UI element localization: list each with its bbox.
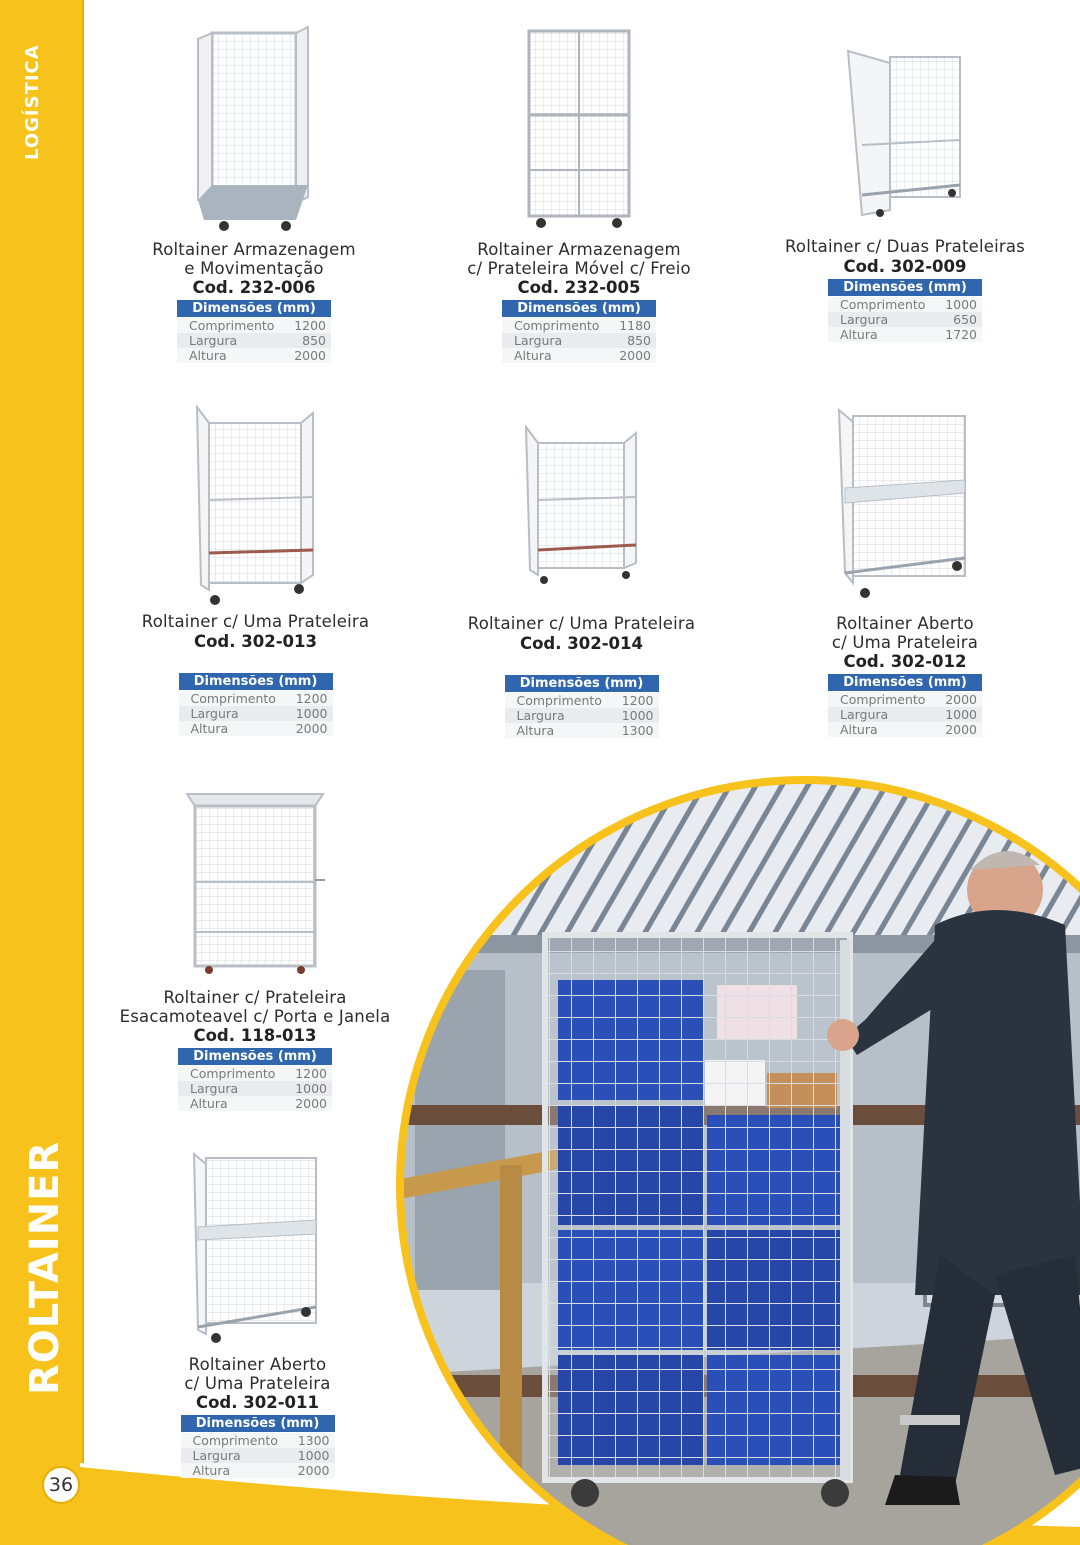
dimensions-table <box>181 1415 335 1478</box>
dim-row-width: Largura 850 <box>502 333 656 348</box>
product-code: Cod. 232-006 <box>192 278 316 297</box>
product-name-line: Esacamoteavel c/ Porta e Janela <box>119 1006 391 1026</box>
warehouse-photo <box>395 775 1080 1545</box>
product-code: Cod. 302-014 <box>519 633 643 653</box>
product-name-line: Roltainer c/ Uma Prateleira <box>141 612 370 631</box>
dimensions-header: Dimensões (mm) <box>828 279 982 297</box>
product-name-line: Roltainer c/ Prateleira <box>163 988 347 1007</box>
dim-row-width: Largura 1000 <box>179 706 333 721</box>
dimensions-table <box>502 300 656 363</box>
product-image <box>194 25 314 235</box>
product-card <box>775 45 1035 342</box>
product-code: Cod. 118-013 <box>193 1026 317 1045</box>
dimensions-table <box>179 673 333 736</box>
product-image <box>191 405 321 605</box>
product-name-line: Roltainer c/ Duas Prateleiras <box>785 237 1025 256</box>
dim-row-height: Altura 2000 <box>181 1463 335 1478</box>
dim-row-width: Largura 650 <box>828 312 982 327</box>
dim-row-width: Largura 1000 <box>178 1081 332 1096</box>
dimensions-header: Dimensões (mm) <box>178 1048 332 1066</box>
product-name-line: Roltainer Armazenagem <box>152 240 356 259</box>
product-code: Cod. 232-005 <box>517 278 641 297</box>
dim-row-height: Altura 2000 <box>179 721 333 736</box>
product-image <box>519 25 639 235</box>
dimensions-table <box>828 674 982 737</box>
dim-row-length: Comprimento 1180 <box>502 318 656 333</box>
dim-row-width: Largura 1000 <box>181 1448 335 1463</box>
dim-row-length: Comprimento 1200 <box>177 318 331 333</box>
dimensions-header: Dimensões (mm) <box>179 673 333 691</box>
dimensions-table <box>505 675 659 738</box>
product-code: Cod. 302-011 <box>195 1393 319 1412</box>
product-image <box>835 408 975 603</box>
dimensions-table <box>177 300 331 363</box>
product-name-line: c/ Uma Prateleira <box>184 1373 331 1393</box>
dim-row-length: Comprimento 1000 <box>828 297 982 312</box>
section-category <box>22 120 43 160</box>
dim-row-width: Largura 1000 <box>828 707 982 722</box>
dim-row-length: Comprimento 1200 <box>179 691 333 706</box>
product-name-line: c/ Uma Prateleira <box>831 632 979 652</box>
product-code: Cod. 302-013 <box>193 631 317 651</box>
product-card <box>108 792 402 1111</box>
product-code: Cod. 302-012 <box>843 652 967 671</box>
page-number: 36 <box>42 1466 80 1504</box>
product-image <box>188 1152 328 1344</box>
product-name-line: Roltainer Aberto <box>836 614 974 633</box>
section-title <box>22 1355 68 1395</box>
dim-row-height: Altura 2000 <box>177 348 331 363</box>
product-code: Cod. 302-009 <box>843 256 967 276</box>
product-image <box>840 45 970 220</box>
dimensions-header: Dimensões (mm) <box>828 674 982 692</box>
product-card <box>160 1152 355 1478</box>
dimensions-table <box>828 279 982 342</box>
product-name-line: e Movimentação <box>184 258 324 278</box>
dimensions-header: Dimensões (mm) <box>181 1415 335 1433</box>
dimensions-header: Dimensões (mm) <box>505 675 659 693</box>
product-card <box>800 408 1010 737</box>
product-name-line: Roltainer Armazenagem <box>477 240 681 259</box>
dim-row-length: Comprimento 2000 <box>828 692 982 707</box>
dimensions-table <box>178 1048 332 1111</box>
dim-row-length: Comprimento 1200 <box>178 1066 332 1081</box>
dim-row-height: Altura 2000 <box>828 722 982 737</box>
product-name-line: Roltainer c/ Uma Prateleira <box>467 614 696 633</box>
dim-row-length: Comprimento 1300 <box>181 1433 335 1448</box>
product-image <box>522 425 642 585</box>
dim-row-width: Largura 1000 <box>505 708 659 723</box>
dimensions-header: Dimensões (mm) <box>502 300 656 318</box>
product-card <box>128 405 383 736</box>
dim-row-height: Altura 2000 <box>178 1096 332 1111</box>
product-card <box>454 425 709 738</box>
dim-row-length: Comprimento 1200 <box>505 693 659 708</box>
product-card <box>455 25 703 363</box>
product-card <box>140 25 368 363</box>
dim-row-height: Altura 1720 <box>828 327 982 342</box>
product-name-line: Roltainer Aberto <box>188 1355 327 1374</box>
product-image <box>185 792 325 977</box>
dim-row-height: Altura 2000 <box>502 348 656 363</box>
dimensions-header: Dimensões (mm) <box>177 300 331 318</box>
dim-row-height: Altura 1300 <box>505 723 659 738</box>
product-name-line: c/ Prateleira Móvel c/ Freio <box>467 258 691 278</box>
dim-row-width: Largura 850 <box>177 333 331 348</box>
